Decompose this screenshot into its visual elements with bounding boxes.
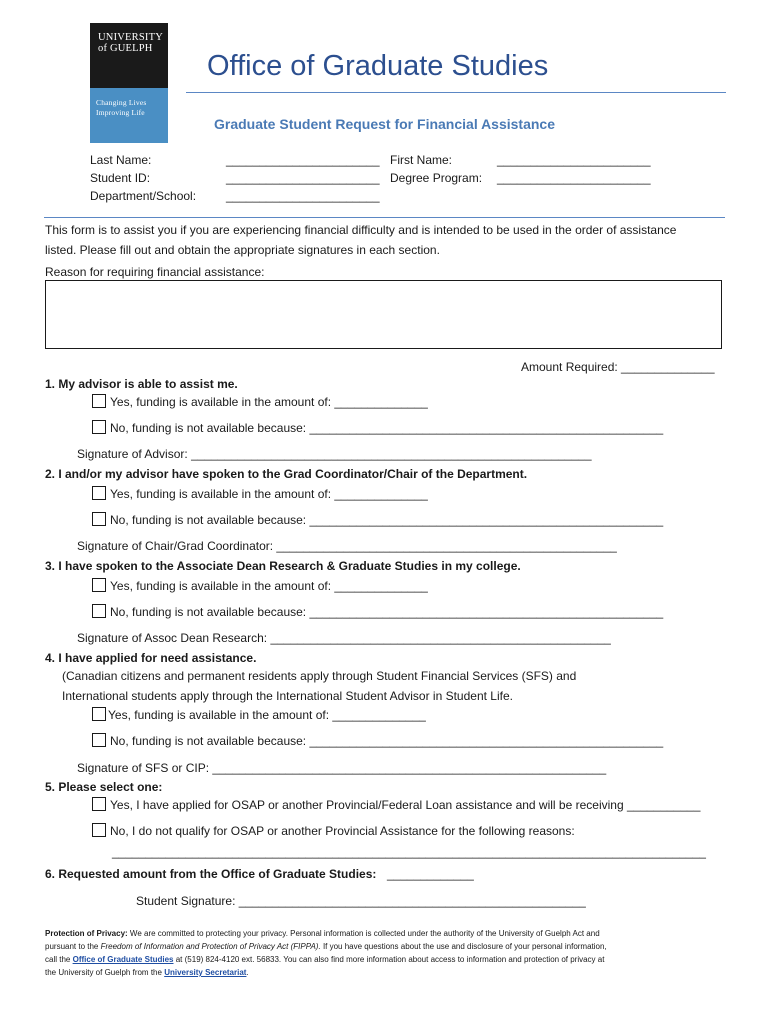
section-1-heading: 1. My advisor is able to assist me. bbox=[45, 377, 238, 391]
page-title: Office of Graduate Studies bbox=[207, 50, 549, 82]
logo-tagline bbox=[90, 88, 168, 143]
form-subtitle: Graduate Student Request for Financial Assistance bbox=[214, 116, 556, 132]
logo-line-2: of GUELPH bbox=[98, 43, 153, 54]
s3-no-checkbox[interactable] bbox=[92, 604, 106, 618]
intro-line-1: This form is to assist you if you are experiencing financial difficulty and is intended to be used in the order of assistance bbox=[45, 223, 677, 237]
s4-yes-label: Yes, funding is available in the amount of: ______________ bbox=[108, 708, 426, 722]
department-label: Department/School: bbox=[90, 189, 197, 203]
s5-osap-yes-label: Yes, I have applied for OSAP or another Provincial/Federal Loan assistance and will be receiving ___________ bbox=[110, 798, 701, 812]
section-5-heading: 5. Please select one: bbox=[45, 780, 163, 794]
student-signature[interactable]: Student Signature: ____________________________________________________ bbox=[136, 894, 586, 908]
section-6-heading: 6. Requested amount from the Office of Graduate Studies: bbox=[45, 867, 377, 881]
reason-label: Reason for requiring financial assistance: bbox=[45, 265, 265, 279]
s3-no-label: No, funding is not available because: _____________________________________________________ bbox=[110, 605, 664, 619]
s2-signature[interactable]: Signature of Chair/Grad Coordinator: ___________________________________________________ bbox=[77, 539, 617, 553]
privacy-text-2a: pursuant to the bbox=[45, 942, 99, 951]
section-2-heading: 2. I and/or my advisor have spoken to the Grad Coordinator/Chair of the Department. bbox=[45, 467, 528, 481]
department-field[interactable]: _______________________ bbox=[226, 189, 380, 203]
privacy-line-2 bbox=[45, 940, 705, 953]
s3-yes-checkbox[interactable] bbox=[92, 578, 106, 592]
s3-yes-label: Yes, funding is available in the amount of: ______________ bbox=[110, 579, 428, 593]
degree-program-label: Degree Program: bbox=[390, 171, 483, 185]
last-name-label: Last Name: bbox=[90, 153, 152, 167]
first-name-label: First Name: bbox=[390, 153, 453, 167]
logo-tagline-1: Changing Lives bbox=[96, 98, 147, 107]
fippa-title: Freedom of Information and Protection of Privacy Act (FIPPA). bbox=[100, 942, 321, 951]
s1-yes-checkbox[interactable] bbox=[92, 394, 106, 408]
s5-reasons-field[interactable]: _________________________________________________________________________________________ bbox=[112, 845, 706, 859]
office-graduate-studies-link[interactable]: Office of Graduate Studies bbox=[72, 955, 174, 964]
s3-signature[interactable]: Signature of Assoc Dean Research: ___________________________________________________ bbox=[77, 631, 611, 645]
logo-line-1: UNIVERSITY bbox=[98, 32, 163, 43]
privacy-line-1 bbox=[45, 927, 705, 940]
s2-yes-label: Yes, funding is available in the amount of: ______________ bbox=[110, 487, 428, 501]
privacy-line-4 bbox=[45, 966, 705, 979]
s2-no-label: No, funding is not available because: _____________________________________________________ bbox=[110, 513, 664, 527]
first-name-field[interactable]: _______________________ bbox=[497, 153, 651, 167]
s4-description-2: International students apply through the International Student Advisor in Student Life. bbox=[62, 689, 513, 703]
s1-yes-label: Yes, funding is available in the amount of: ______________ bbox=[110, 395, 428, 409]
s1-signature[interactable]: Signature of Advisor: ____________________________________________________________ bbox=[77, 447, 592, 461]
degree-program-field[interactable]: _______________________ bbox=[497, 171, 651, 185]
s2-no-checkbox[interactable] bbox=[92, 512, 106, 526]
privacy-text-4a: the University of Guelph from the bbox=[45, 968, 162, 977]
s4-description-1: (Canadian citizens and permanent residents apply through Student Financial Services (SFS) and bbox=[62, 669, 577, 683]
s4-yes-checkbox[interactable] bbox=[92, 707, 106, 721]
s4-no-checkbox[interactable] bbox=[92, 733, 106, 747]
s5-osap-yes-checkbox[interactable] bbox=[92, 797, 106, 811]
s2-yes-checkbox[interactable] bbox=[92, 486, 106, 500]
last-name-field[interactable]: _______________________ bbox=[226, 153, 380, 167]
privacy-text-3b: at (519) 824-4120 ext. 56833. You can also find more information about access to information and protection of privacy at bbox=[175, 955, 605, 964]
university-secretariat-link[interactable]: University Secretariat bbox=[164, 968, 247, 977]
section-divider bbox=[44, 217, 725, 218]
s5-osap-no-label: No, I do not qualify for OSAP or another Provincial Assistance for the following reasons: bbox=[110, 824, 575, 838]
privacy-text-1: We are committed to protecting your privacy. Personal information is collected under the authority of the University of Guelph Act and bbox=[129, 929, 600, 938]
privacy-text-2c: If you have questions about the use and disclosure of your personal information, bbox=[322, 942, 607, 951]
s1-no-checkbox[interactable] bbox=[92, 420, 106, 434]
student-id-field[interactable]: _______________________ bbox=[226, 171, 380, 185]
section-4-heading: 4. I have applied for need assistance. bbox=[45, 651, 257, 665]
university-logo bbox=[90, 23, 168, 143]
logo-wordmark bbox=[90, 23, 168, 88]
section-3-heading: 3. I have spoken to the Associate Dean Research & Graduate Studies in my college. bbox=[45, 559, 521, 573]
intro-line-2: listed. Please fill out and obtain the appropriate signatures in each section. bbox=[45, 243, 440, 257]
logo-tagline-2: Improving Life bbox=[96, 108, 145, 117]
s5-osap-no-checkbox[interactable] bbox=[92, 823, 106, 837]
s4-signature[interactable]: Signature of SFS or CIP: ___________________________________________________________ bbox=[77, 761, 607, 775]
privacy-label: Protection of Privacy: bbox=[45, 929, 128, 938]
privacy-line-3 bbox=[45, 953, 705, 966]
s4-no-label: No, funding is not available because: _____________________________________________________ bbox=[110, 734, 664, 748]
amount-required[interactable]: Amount Required: ______________ bbox=[521, 360, 715, 374]
student-id-label: Student ID: bbox=[90, 171, 151, 185]
requested-amount-field[interactable]: _____________ bbox=[387, 867, 474, 881]
privacy-text-3a: call the bbox=[45, 955, 71, 964]
title-divider bbox=[186, 92, 726, 93]
s1-no-label: No, funding is not available because: _____________________________________________________ bbox=[110, 421, 664, 435]
privacy-text-4b: . bbox=[246, 968, 249, 977]
reason-textarea[interactable] bbox=[45, 280, 722, 349]
